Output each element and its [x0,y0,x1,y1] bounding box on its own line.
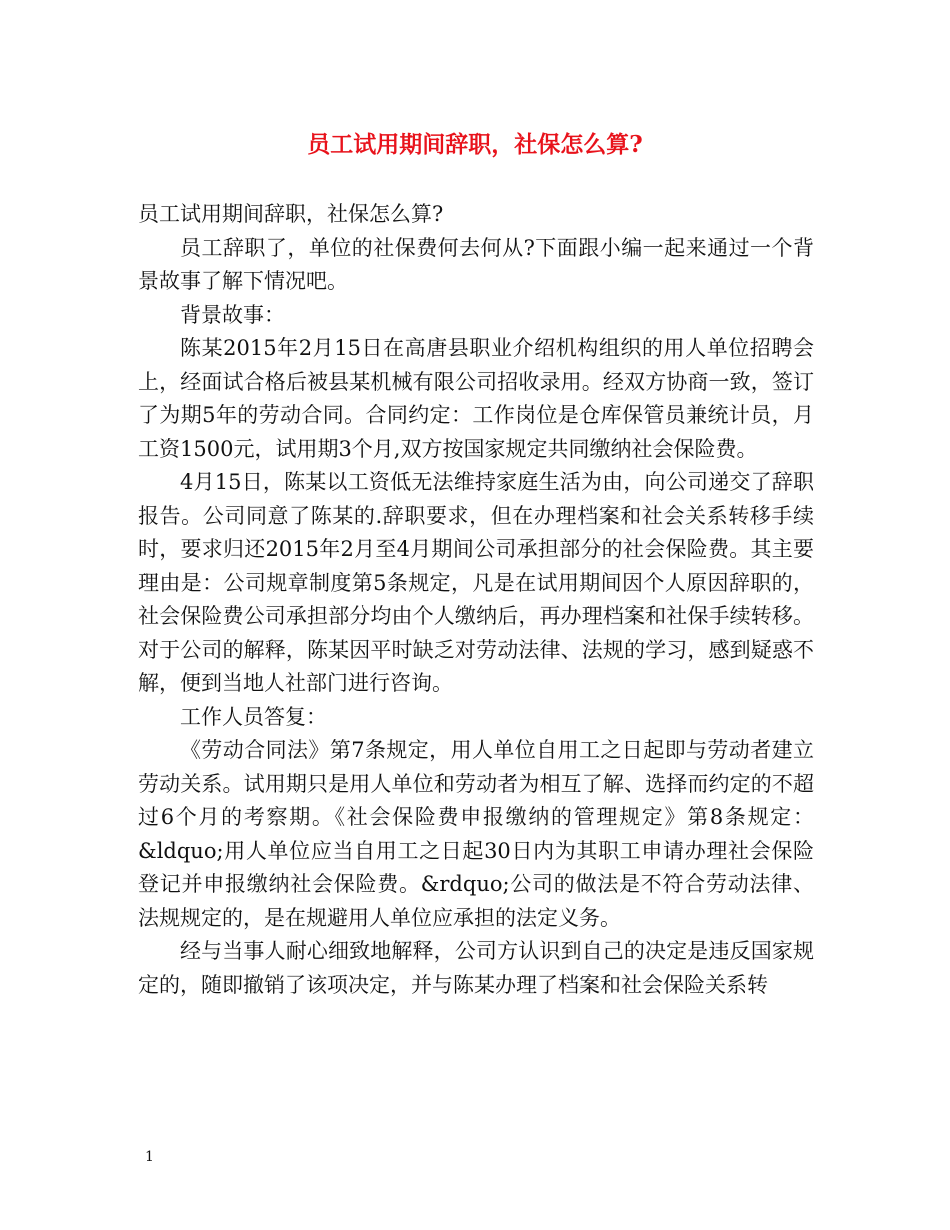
paragraph: 工作人员答复： [180,704,327,729]
paragraph: 4月15日，陈某以工资低无法维持家庭生活为由，向公司递交了辞职报告。公司同意了陈某的.辞职要求，但在办理档案和社会关系转移手续时，要求归还2015年2月至4月期间公司承担部分的社会保险费。其主要理由是：公司规章制度第5条规定，凡是在试用期间因个人原因辞职的，社会保险费公司承担部分均由个人缴纳后，再办理档案和社保手续转移。对于公司的解释，陈某因平时缺乏对劳动法律、法规的学习，感到疑惑不解，便到当地人社部门进行咨询。 [138,470,814,695]
paragraph: 陈某2015年2月15日在高唐县职业介绍机构组织的用人单位招聘会上，经面试合格后被县某机械有限公司招收录用。经双方协商一致，签订了为期5年的劳动合同。合同约定：工作岗位是仓库保管员兼统计员，月工资1500元，试用期3个月,双方按国家规定共同缴纳社会保险费。 [138,336,814,461]
document-title: 员工试用期间辞职，社保怎么算? [307,131,643,158]
paragraph: 背景故事： [180,302,285,327]
paragraph: 经与当事人耐心细致地解释，公司方认识到自己的决定是违反国家规定的，随即撤销了该项决定，并与陈某办理了档案和社会保险关系转 [138,939,814,997]
document-body [138,198,814,1002]
paragraph: 员工试用期间辞职，社保怎么算? [138,202,444,226]
paragraph: 员工辞职了，单位的社保费何去何从?下面跟小编一起来通过一个背景故事了解下情况吧。 [138,235,814,293]
paragraph: 《劳动合同法》第7条规定，用人单位自用工之日起即与劳动者建立劳动关系。试用期只是用人单位和劳动者为相互了解、选择而约定的不超过6个月的考察期。《社会保险费申报缴纳的管理规定》第8条规定：&ldquo;用人单位应当自用工之日起30日内为其职工申请办理社会保险登记并申报缴纳社会保险费。&rdquo;公司的做法是不符合劳动法律、法规规定的，是在规避用人单位应承担的法定义务。 [138,738,814,930]
page-number: 1 [145,1149,154,1165]
